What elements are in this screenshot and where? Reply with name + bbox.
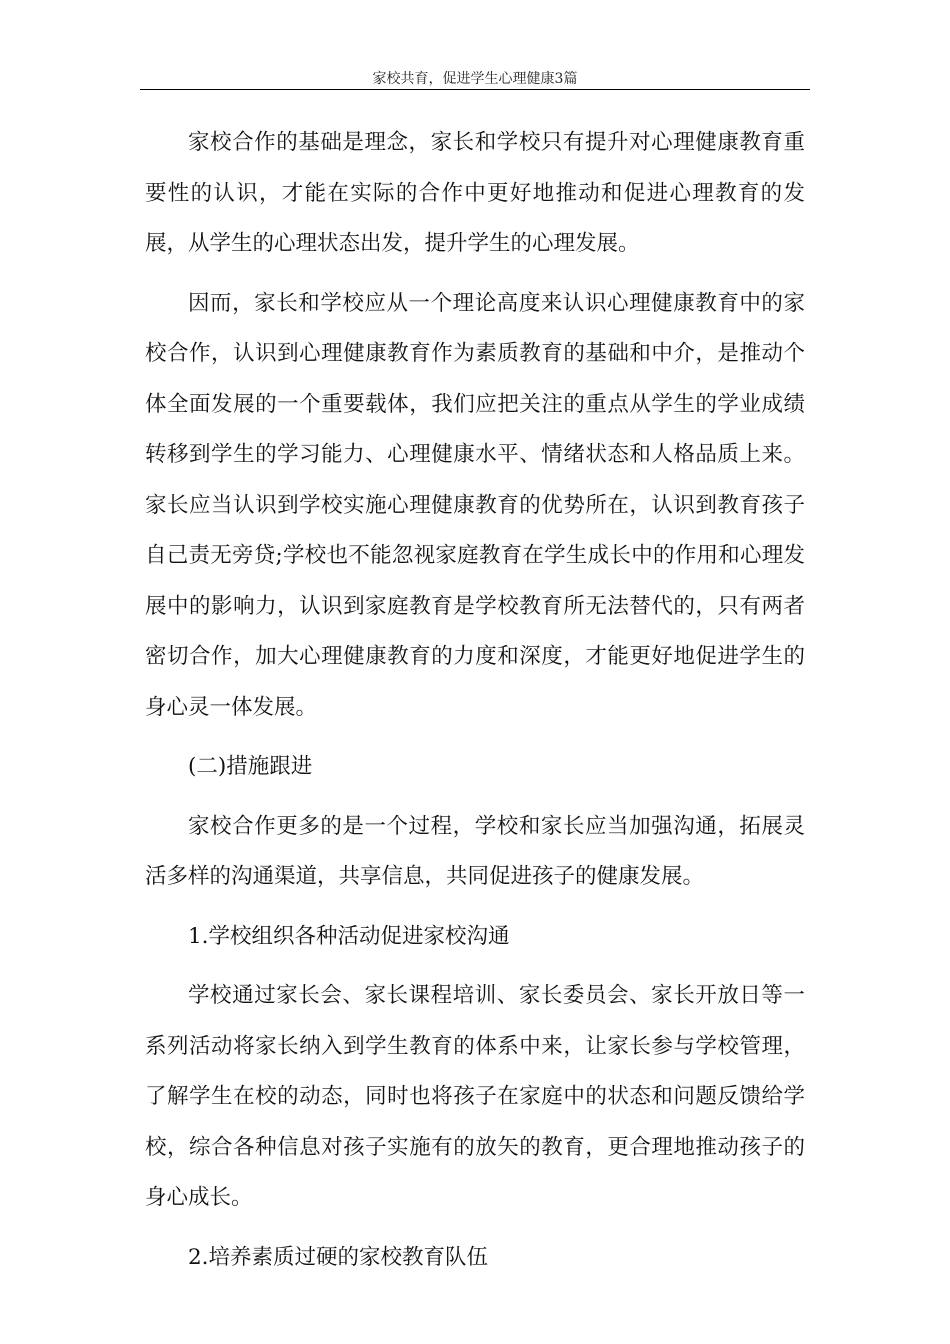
section-heading: (二)措施跟进: [188, 754, 313, 779]
header-divider: [140, 89, 810, 90]
item2-heading: 2.培养素质过硬的家校教育队伍: [188, 1244, 489, 1270]
item1-text: 学校通过家长会、家长课程培训、家长委员会、家长开放日等一系列活动将家长纳入到学生教育的体系中来，让家长参与学校管理，了解学生在校的动态，同时也将孩子在家庭中的状态和问题反馈给学校，综合各种信息对孩子实施有的放矢的教育，更合理地推动孩子的身心成长。: [145, 983, 805, 1210]
paragraph-foundation: 家校合作的基础是理念，家长和学校只有提升对心理健康教育重要性的认识，才能在实际的合作中更好地推动和促进心理教育的发展，从学生的心理状态出发，提升学生的心理发展。: [145, 130, 805, 256]
document-body: [145, 118, 805, 1292]
paragraph-understanding: 因而，家长和学校应从一个理论高度来认识心理健康教育中的家校合作，认识到心理健康教育作为素质教育的基础和中介，是推动个体全面发展的一个重要载体，我们应把关注的重点从学生的学业成绩转移到学生的学习能力、心理健康水平、情绪状态和人格品质上来。家长应当认识到学校实施心理健康教育的优势所在，认识到教育孩子自己责无旁贷;学校也不能忽视家庭教育在学生成长中的作用和心理发展中的影响力，认识到家庭教育是学校教育所无法替代的，只有两者密切合作，加大心理健康教育的力度和深度，才能更好地促进学生的身心灵一体发展。: [145, 290, 805, 720]
item1-heading: 1.学校组织各种活动促进家校沟通: [188, 923, 510, 949]
header-title: 家校共育，促进学生心理健康3篇: [372, 71, 578, 87]
section-intro: 家校合作更多的是一个过程，学校和家长应当加强沟通，拓展灵活多样的沟通渠道，共享信息，共同促进孩子的健康发展。: [145, 813, 805, 889]
